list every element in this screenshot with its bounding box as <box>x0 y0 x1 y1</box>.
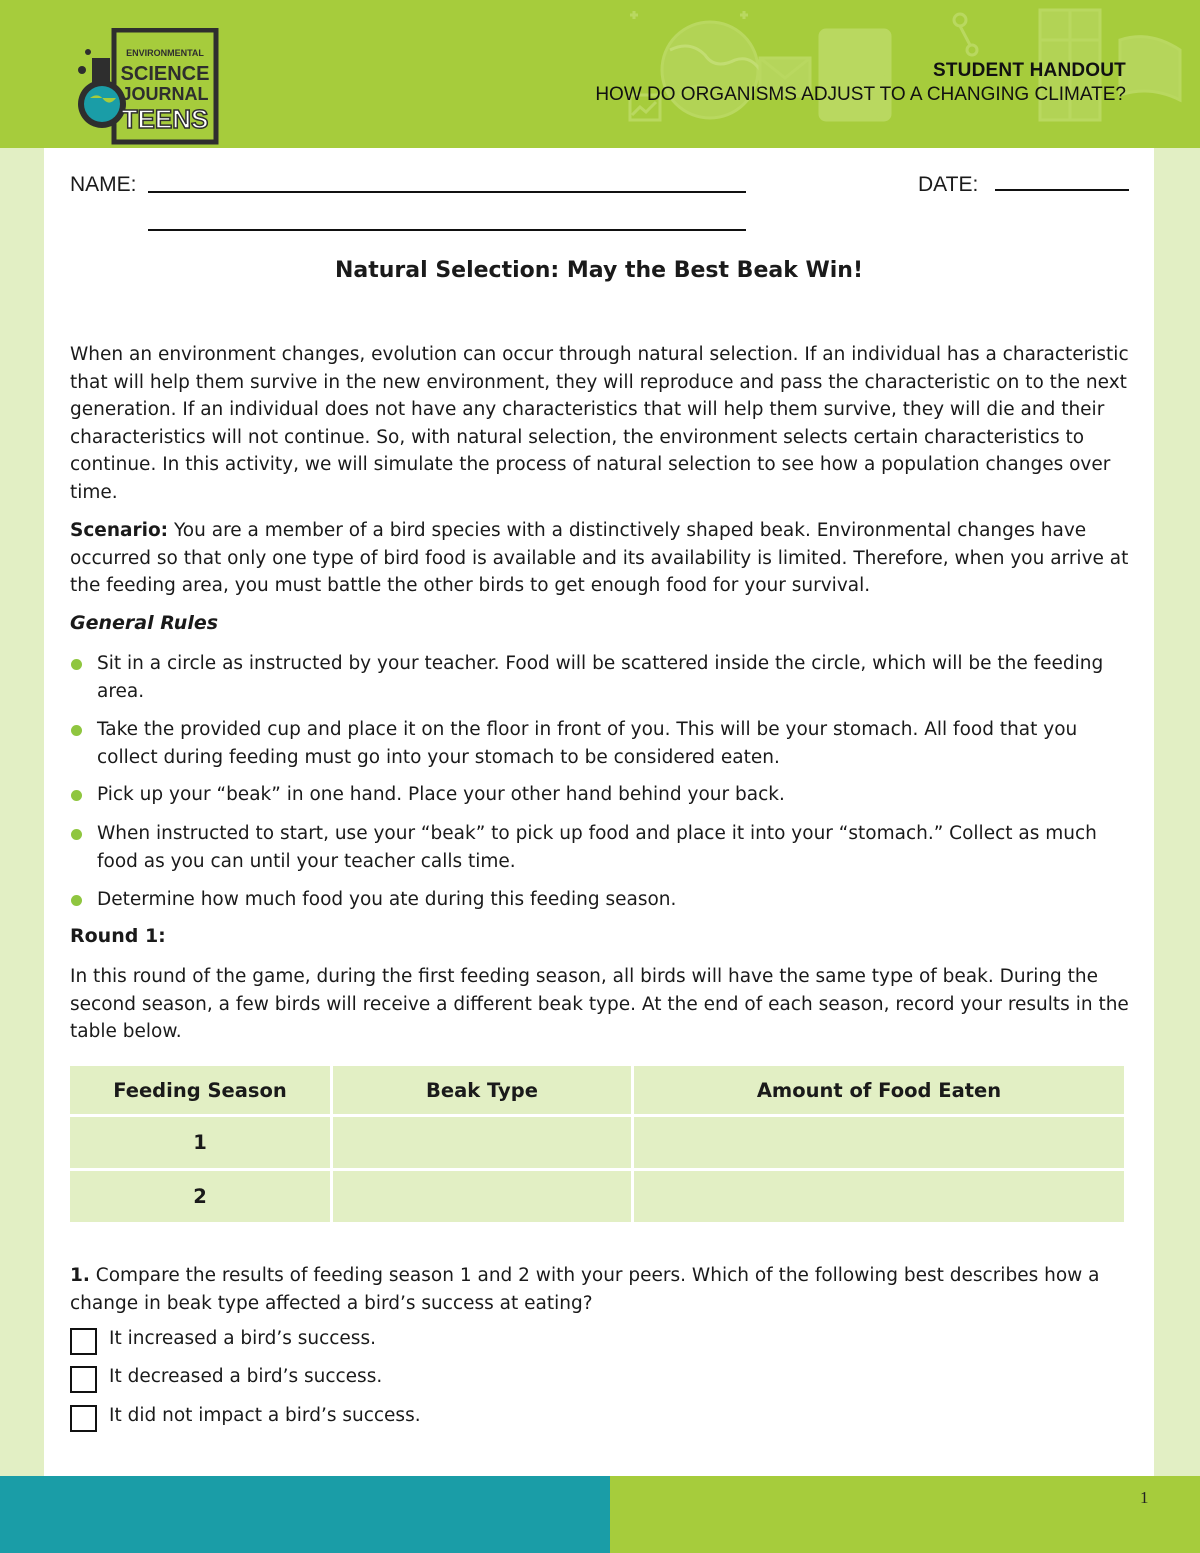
scenario-paragraph <box>70 517 1135 600</box>
page-title: Natural Selection: May the Best Beak Win! <box>335 258 863 283</box>
list-item: Pick up your “beak” in one hand. Place your other hand behind your back. <box>70 781 1135 809</box>
logo-line-1: ENVIRONMENTAL <box>126 48 204 58</box>
left-margin <box>0 148 44 1476</box>
food-eaten-cell[interactable] <box>634 1171 1124 1222</box>
date-label: DATE: <box>918 173 979 196</box>
bullet-icon <box>71 725 82 736</box>
question-1 <box>70 1262 1135 1318</box>
logo-line-2: SCIENCE <box>120 63 210 85</box>
results-table <box>67 1063 1127 1225</box>
handout-heading <box>595 60 1126 106</box>
logo-line-4: TEENS <box>121 104 209 134</box>
unit-subtitle: HOW DO ORGANISMS ADJUST TO A CHANGING CLIMATE? <box>595 84 1126 105</box>
page-header <box>0 0 1200 148</box>
season-cell: 2 <box>70 1171 330 1222</box>
scenario-text: You are a member of a bird species with a distinctively shaped beak. Environmental changes have occurred so that only one type of bird food is available and its availability is limited. Therefore, when you arrive at the feeding area, you must battle the other birds to get enough food for your survival. <box>70 520 1129 596</box>
rules-heading: General Rules <box>70 612 219 634</box>
season-cell: 1 <box>70 1117 330 1168</box>
name-line-2[interactable] <box>148 229 746 231</box>
list-item: Sit in a circle as instructed by your teacher. Food will be scattered inside the circle, which will be the feeding area. <box>70 650 1135 705</box>
table-row <box>70 1171 1124 1222</box>
list-item: When instructed to start, use your “beak” to pick up food and place it into your “stomach.” Collect as much food as you can until your teacher calls time. <box>70 820 1135 875</box>
list-item: Determine how much food you ate during this feeding season. <box>70 886 1135 914</box>
question-number: 1. <box>70 1265 90 1286</box>
right-margin <box>1154 148 1200 1476</box>
intro-paragraph: When an environment changes, evolution can occur through natural selection. If an individual has a characteristic that will help them survive in the new environment, they will reproduce and pass the characteristic on to the next generation. If an individual does not have any characteristics that will help them survive, they will die and their characteristics will not continue. So, with natural selection, the environment selects certain characteristics to continue. In this activity, we will simulate the process of natural selection to see how a population changes over time. <box>70 344 1129 503</box>
bullet-icon <box>71 895 82 906</box>
beak-type-cell[interactable] <box>333 1171 631 1222</box>
header-beak-type: Beak Type <box>333 1066 631 1114</box>
name-line-1[interactable] <box>148 191 746 193</box>
date-line[interactable] <box>995 189 1129 191</box>
footer-band-teal <box>0 1476 610 1553</box>
table-row <box>70 1117 1124 1168</box>
name-label: NAME: <box>70 173 137 196</box>
round-paragraph: In this round of the game, during the first feeding season, all birds will have the same type of beak. During the second season, a few birds will receive a different beak type. At the end of each season, record your results in the table below. <box>70 966 1129 1042</box>
round-heading: Round 1: <box>70 925 166 947</box>
beak-type-cell[interactable] <box>333 1117 631 1168</box>
page-number: 1 <box>1140 1488 1149 1507</box>
header-amount-eaten: Amount of Food Eaten <box>634 1066 1124 1114</box>
table-header-row <box>70 1066 1124 1114</box>
option-label: It did not impact a bird’s success. <box>109 1405 421 1426</box>
question-text: Compare the results of feeding season 1 and 2 with your peers. Which of the following best describes how a change in beak type affected a bird’s success at eating? <box>70 1265 1100 1314</box>
bullet-icon <box>71 790 82 801</box>
checkbox[interactable] <box>70 1366 97 1393</box>
logo-line-3: JOURNAL <box>121 84 209 104</box>
food-eaten-cell[interactable] <box>634 1117 1124 1168</box>
bullet-icon <box>71 829 82 840</box>
bullet-icon <box>71 659 82 670</box>
checkbox[interactable] <box>70 1405 97 1432</box>
footer-band-green <box>610 1476 1200 1553</box>
list-item: Take the provided cup and place it on the floor in front of you. This will be your stomach. All food that you collect during feeding must go into your stomach to be considered eaten. <box>70 716 1135 771</box>
option-label: It increased a bird’s success. <box>109 1328 376 1349</box>
handout-label: STUDENT HANDOUT <box>933 60 1126 81</box>
scenario-label: Scenario: <box>70 520 169 541</box>
header-feeding-season: Feeding Season <box>70 1066 330 1114</box>
option-label: It decreased a bird’s success. <box>109 1366 383 1387</box>
checkbox[interactable] <box>70 1328 97 1355</box>
journal-logo <box>72 28 220 146</box>
